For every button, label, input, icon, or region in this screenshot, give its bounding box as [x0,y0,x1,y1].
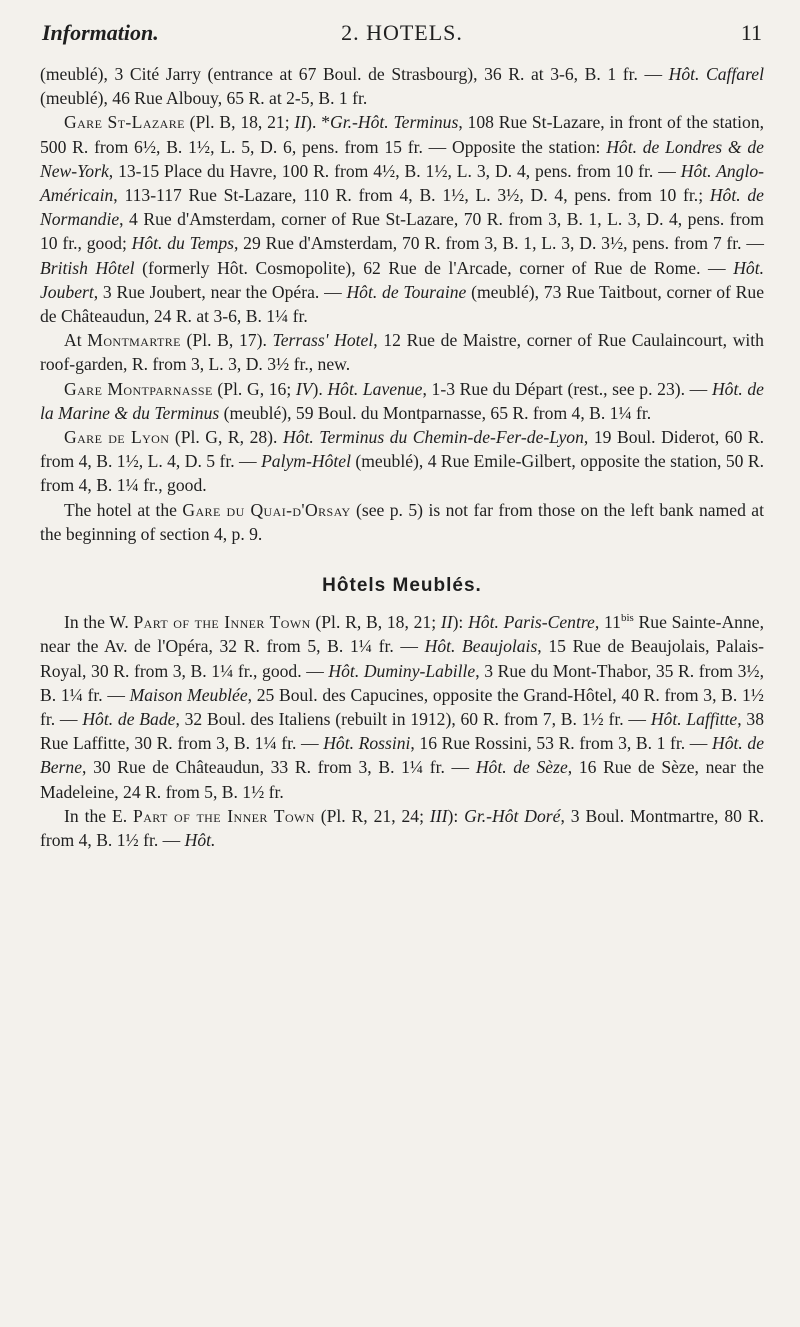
hotel-name: Hôt. de Touraine [346,281,467,302]
running-head [40,0,764,56]
text-run: , 16 Rue Rossini, 53 R. from 3, B. 1 fr. — [410,733,713,754]
text-run: , 3 Rue du Mont-Thabor, 35 R. from 3½, B. 1¼ fr. — [40,660,764,705]
hotel-name: British Hôtel [40,257,135,278]
text-run: (Pl. G, 16; [212,378,296,399]
hotel-name: Hôt. Rossini [323,733,411,754]
hotel-name: Hôt. de Berne [40,733,765,778]
hotel-name: Hôt. de Sèze [475,757,568,778]
district-name: Gare St-Lazare [64,112,185,133]
text-run: , 29 Rue d'Amsterdam, 70 R. from 3, B. 1, L. 3, D. 3½, pens. from 7 fr. — [233,233,764,254]
district-name: Gare de Lyon [64,427,170,448]
text-run: Rue Sainte-Anne, near the Av. de l'Opéra, 32 R. from 5, B. 1¼ fr. — [40,612,764,657]
text-run: ). * [306,112,331,133]
text-run: , 11 [594,612,621,633]
text-run: , 12 Rue de Maistre, corner of Rue Caulaincourt, with roof-garden, R. from 3, L. 3, D. 3½ fr., new. [40,330,764,375]
text-run: , 3 Rue Joubert, near the Opéra. — [93,281,347,302]
text-run: ). [312,378,328,399]
page-title: 2. HOTELS. [341,20,463,45]
hotel-name: Hôt. de Normandie [40,185,764,230]
text-run: (Pl. G, R, 28). [169,427,283,448]
hotel-listings [40,62,764,546]
text-run: (Pl. R, B, 18, 21; [310,612,441,633]
hotel-name: Terrass' Hotel [272,330,374,351]
hotel-name: Hôt. de Londres & de New-York [40,136,764,181]
hotel-name: Hôt. Caffarel [668,64,764,84]
text-run: , 3 Boul. Montmartre, 80 R. from 4, B. 1½ fr. — [40,805,764,851]
text-run: , 1-3 Rue du Départ (rest., see p. 23). — [422,378,712,399]
text-run: , 25 Boul. des Capucines, opposite the Grand-Hôtel, 40 R. from 3, B. 1½ fr. — [40,684,764,730]
district-name: Gare du Quai-d'Orsay [182,499,351,520]
section-label: Information. [42,20,159,45]
paragraph [40,62,764,110]
hotel-name: Hôt. de la Marine & du Terminus [40,378,764,423]
text-run: , 113-117 Rue St-Lazare, 110 R. from 4, B. 1½, L. 3½, D. 4, pens. from 10 fr.; [113,185,710,206]
hotel-name: II [440,612,453,633]
paragraph [40,804,764,852]
text-run: ): [447,805,465,826]
district-name: Part of the Inner Town [133,805,315,826]
text-run: ): [452,612,469,633]
district-name: Gare Montparnasse [64,378,213,399]
page-number: 11 [740,20,762,45]
text-run: (Pl. B, 17). [180,330,273,351]
text-run: , 19 Boul. Diderot, 60 R. from 4, B. 1½, L. 4, D. 5 fr. — [40,427,765,472]
text-run: (formerly Hôt. Cosmopolite), 62 Rue de l'Arcade, corner of Rue de Rome. — [134,257,734,278]
hotel-name: Hôt. Terminus du Chemin-de-Fer-de-Lyon [282,427,584,448]
text-run: (Pl. B, 18, 21; [184,112,295,133]
hotel-name: Palym-Hôtel [261,451,351,472]
hotel-name: Hôt. Lavenue [327,378,423,399]
hotel-name: Gr.-Hôt Doré [464,805,561,826]
text-run: (Pl. R, 21, 24; [314,805,430,826]
text-run: The hotel at the [64,499,183,520]
paragraph [40,377,764,425]
text-run: (meublé), 4 Rue Emile-Gilbert, opposite the station, 50 R. from 4, B. 1¼ fr., good. [40,451,765,496]
text-run: , 38 Rue Laffitte, 30 R. from 3, B. 1¼ fr. — [40,709,765,754]
text-run: In the W. [64,612,134,633]
text-run: (see p. 5) is not far from those on the left bank named at the beginning of section 4, p. 9. [40,499,764,544]
text-run: , 15 Rue de Beaujolais, Palais-Royal, 30 R. from 3, B. 1¼ fr., good. — [40,636,764,681]
hotel-name: Hôt. Laffitte [650,709,738,730]
text-run: bis [620,612,634,625]
district-name: Part of the Inner Town [133,612,311,633]
text-run: , 13-15 Place du Havre, 100 R. from 4½, B. 1½, L. 3, D. 4, pens. from 10 fr. — [108,160,681,181]
hotel-name: Hôt. de Bade [82,709,176,730]
body-text [40,62,764,852]
hotel-name: III [429,805,448,826]
district-name: Montmartre [87,330,181,351]
text-run: In the E. [64,805,134,826]
text-run: (meublé), 59 Boul. du Montparnasse, 65 R. from 4, B. 1¼ fr. [219,402,652,423]
text-run: (meublé), 46 Rue Albouy, 65 R. at 2-5, B. 1 fr. [40,88,368,109]
section-heading: Hôtels Meublés. [322,575,482,597]
paragraph [40,498,764,546]
text-run: , 16 Rue de Sèze, near the Madeleine, 24 R. from 5, B. 1½ fr. [40,757,764,802]
hotel-name: Hôt. Anglo-Américain [40,160,764,206]
text-run: (meublé), 3 Cité Jarry (entrance at 67 Boul. de Strasbourg), 36 R. at 3-6, B. 1 fr. — [40,64,669,84]
hotel-name: Gr.-Hôt. Terminus [330,112,459,133]
text-run: , 30 Rue de Châteaudun, 33 R. from 3, B. 1¼ fr. — [82,757,476,778]
text-run: , 32 Boul. des Italiens (rebuilt in 1912), 60 R. from 7, B. 1½ fr. — [175,709,651,730]
paragraph [40,610,764,804]
hotel-name: Maison Meublée [129,684,248,705]
hotel-name: II [294,112,307,133]
text-run: , 4 Rue d'Amsterdam, corner of Rue St-Lazare, 70 R. from 3, B. 1, L. 3, D. 4, pens. from 10 fr., good; [40,209,764,254]
hotel-name: Hôt. du Temps [131,233,234,254]
hotel-name: Hôt. Paris-Centre [468,612,595,633]
hotel-name: IV [295,378,313,399]
hotel-name: Hôt. Joubert [40,257,764,302]
hotel-name: Hôt. Duminy-Labille [328,660,476,681]
text-run: , 108 Rue St-Lazare, in front of the station, 500 R. from 6½, B. 1½, L. 5, D. 6, pens. from 15 fr. — Opposite the station: [40,112,765,157]
hotel-name: Hôt. [184,830,216,851]
text-run: At [64,330,88,351]
text-run: (meublé), 73 Rue Taitbout, corner of Rue de Châteaudun, 24 R. at 3-6, B. 1¼ fr. [40,281,765,327]
paragraph [40,110,764,328]
hotel-name: Hôt. Beaujolais [424,636,538,657]
paragraph [40,425,764,498]
meubles-listings [40,610,764,852]
paragraph [40,328,764,376]
